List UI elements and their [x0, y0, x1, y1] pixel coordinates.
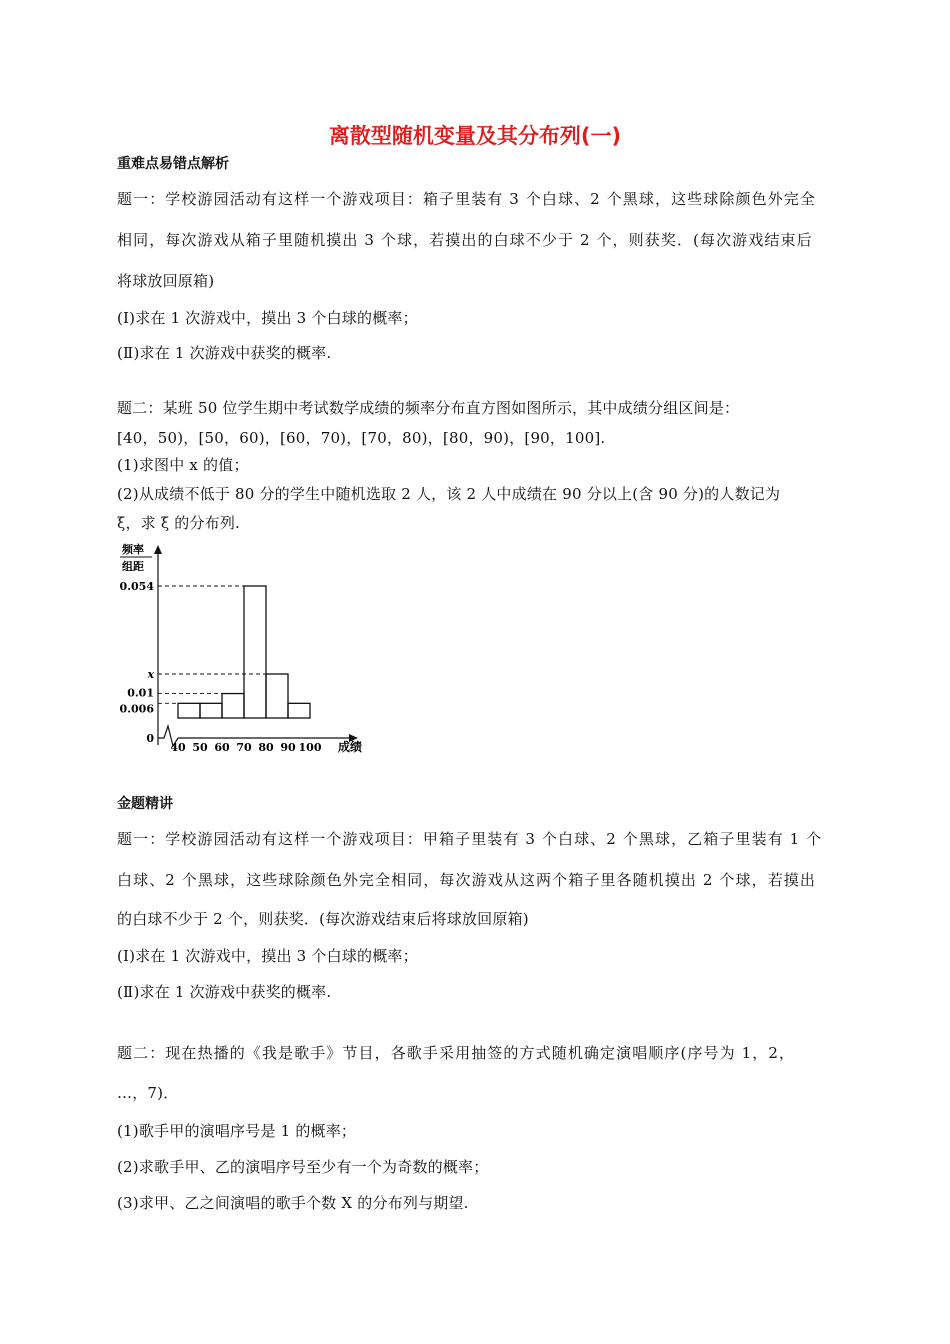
ylabel-bottom: 组距 [122, 560, 144, 573]
x-tick-label-4: 80 [258, 741, 274, 754]
s2-q2-line-1: 题二：现在热播的《我是歌手》节目，各歌手采用抽签的方式随机确定演唱顺序(序号为 1，2， [117, 1044, 796, 1062]
y-tick-label-4: 0 [146, 732, 154, 745]
s2-q1-line-5: (Ⅱ)求在 1 次游戏中获奖的概率. [117, 983, 332, 1001]
bar-4 [266, 674, 288, 718]
s1-q2-line-5: ξ，求 ξ 的分布列. [117, 514, 241, 532]
s2-q2-line-4: (2)求歌手甲、乙的演唱序号至少有一个为奇数的概率； [117, 1158, 489, 1176]
section-heading-analysis: 重难点易错点解析 [117, 156, 229, 172]
s1-q2-line-3: (1)求图中 x 的值； [117, 456, 249, 474]
y-tick-label-1: x [147, 668, 154, 681]
x-tick-label-5: 90 [280, 741, 296, 754]
x-tick-label-2: 60 [214, 741, 230, 754]
frequency-histogram [112, 540, 372, 764]
xlabel: 成绩 [338, 740, 363, 754]
s2-q2-line-2: …，7)． [117, 1084, 179, 1102]
s2-q1-line-4: (Ⅰ)求在 1 次游戏中，摸出 3 个白球的概率； [117, 947, 418, 965]
s1-q2-line-2: [40，50)，[50，60)，[60，70)，[70，80)，[80，90)，[90，100]. [117, 429, 606, 447]
s2-q1-line-1: 题一：学校游园活动有这样一个游戏项目：甲箱子里装有 3 个白球、2 个黑球，乙箱子里装有 1 个 [117, 830, 823, 848]
bar-2 [222, 694, 244, 718]
s2-q2-line-5: (3)求甲、乙之间演唱的歌手个数 X 的分布列与期望. [117, 1194, 469, 1212]
s1-q1-line-5: (Ⅱ)求在 1 次游戏中获奖的概率. [117, 344, 332, 362]
s1-q2-line-1: 题二：某班 50 位学生期中考试数学成绩的频率分布直方图如图所示，其中成绩分组区间是： [117, 399, 740, 417]
bar-0 [178, 703, 200, 718]
s1-q1-line-3: 将球放回原箱) [117, 272, 215, 290]
x-tick-label-3: 70 [236, 741, 252, 754]
s2-q2-line-3: (1)歌手甲的演唱序号是 1 的概率； [117, 1122, 357, 1140]
x-tick-label-6: 100 [298, 741, 322, 754]
x-tick-label-0: 40 [170, 741, 186, 754]
y-tick-label-2: 0.01 [127, 686, 154, 700]
s1-q1-line-4: (Ⅰ)求在 1 次游戏中，摸出 3 个白球的概率； [117, 309, 418, 327]
y-tick-label-3: 0.006 [119, 702, 154, 716]
s2-q1-line-3: 的白球不少于 2 个，则获奖．(每次游戏结束后将球放回原箱) [117, 910, 529, 928]
bar-3 [244, 586, 266, 718]
bar-1 [200, 703, 222, 718]
s1-q1-line-2: 相同，每次游戏从箱子里随机摸出 3 个球，若摸出的白球不少于 2 个，则获奖．(每次游戏结束后 [117, 231, 813, 249]
x-tick-label-1: 50 [192, 741, 208, 754]
y-tick-label-0: 0.054 [119, 580, 154, 593]
y-axis-arrow [154, 545, 162, 554]
s1-q1-line-1: 题一：学校游园活动有这样一个游戏项目：箱子里装有 3 个白球、2 个黑球，这些球除颜色外完全 [117, 190, 816, 208]
section-heading-lecture: 金题精讲 [117, 796, 173, 812]
s1-q2-line-4: (2)从成绩不低于 80 分的学生中随机选取 2 人，该 2 人中成绩在 90 分以上(含 90 分)的人数记为 [117, 485, 781, 503]
bar-5 [288, 703, 310, 718]
ylabel-top: 频率 [122, 543, 144, 556]
s2-q1-line-2: 白球、2 个黑球，这些球除颜色外完全相同，每次游戏从这两个箱子里各随机摸出 2 个球，若摸出 [117, 871, 816, 889]
page-title: 离散型随机变量及其分布列(一) [328, 124, 622, 148]
